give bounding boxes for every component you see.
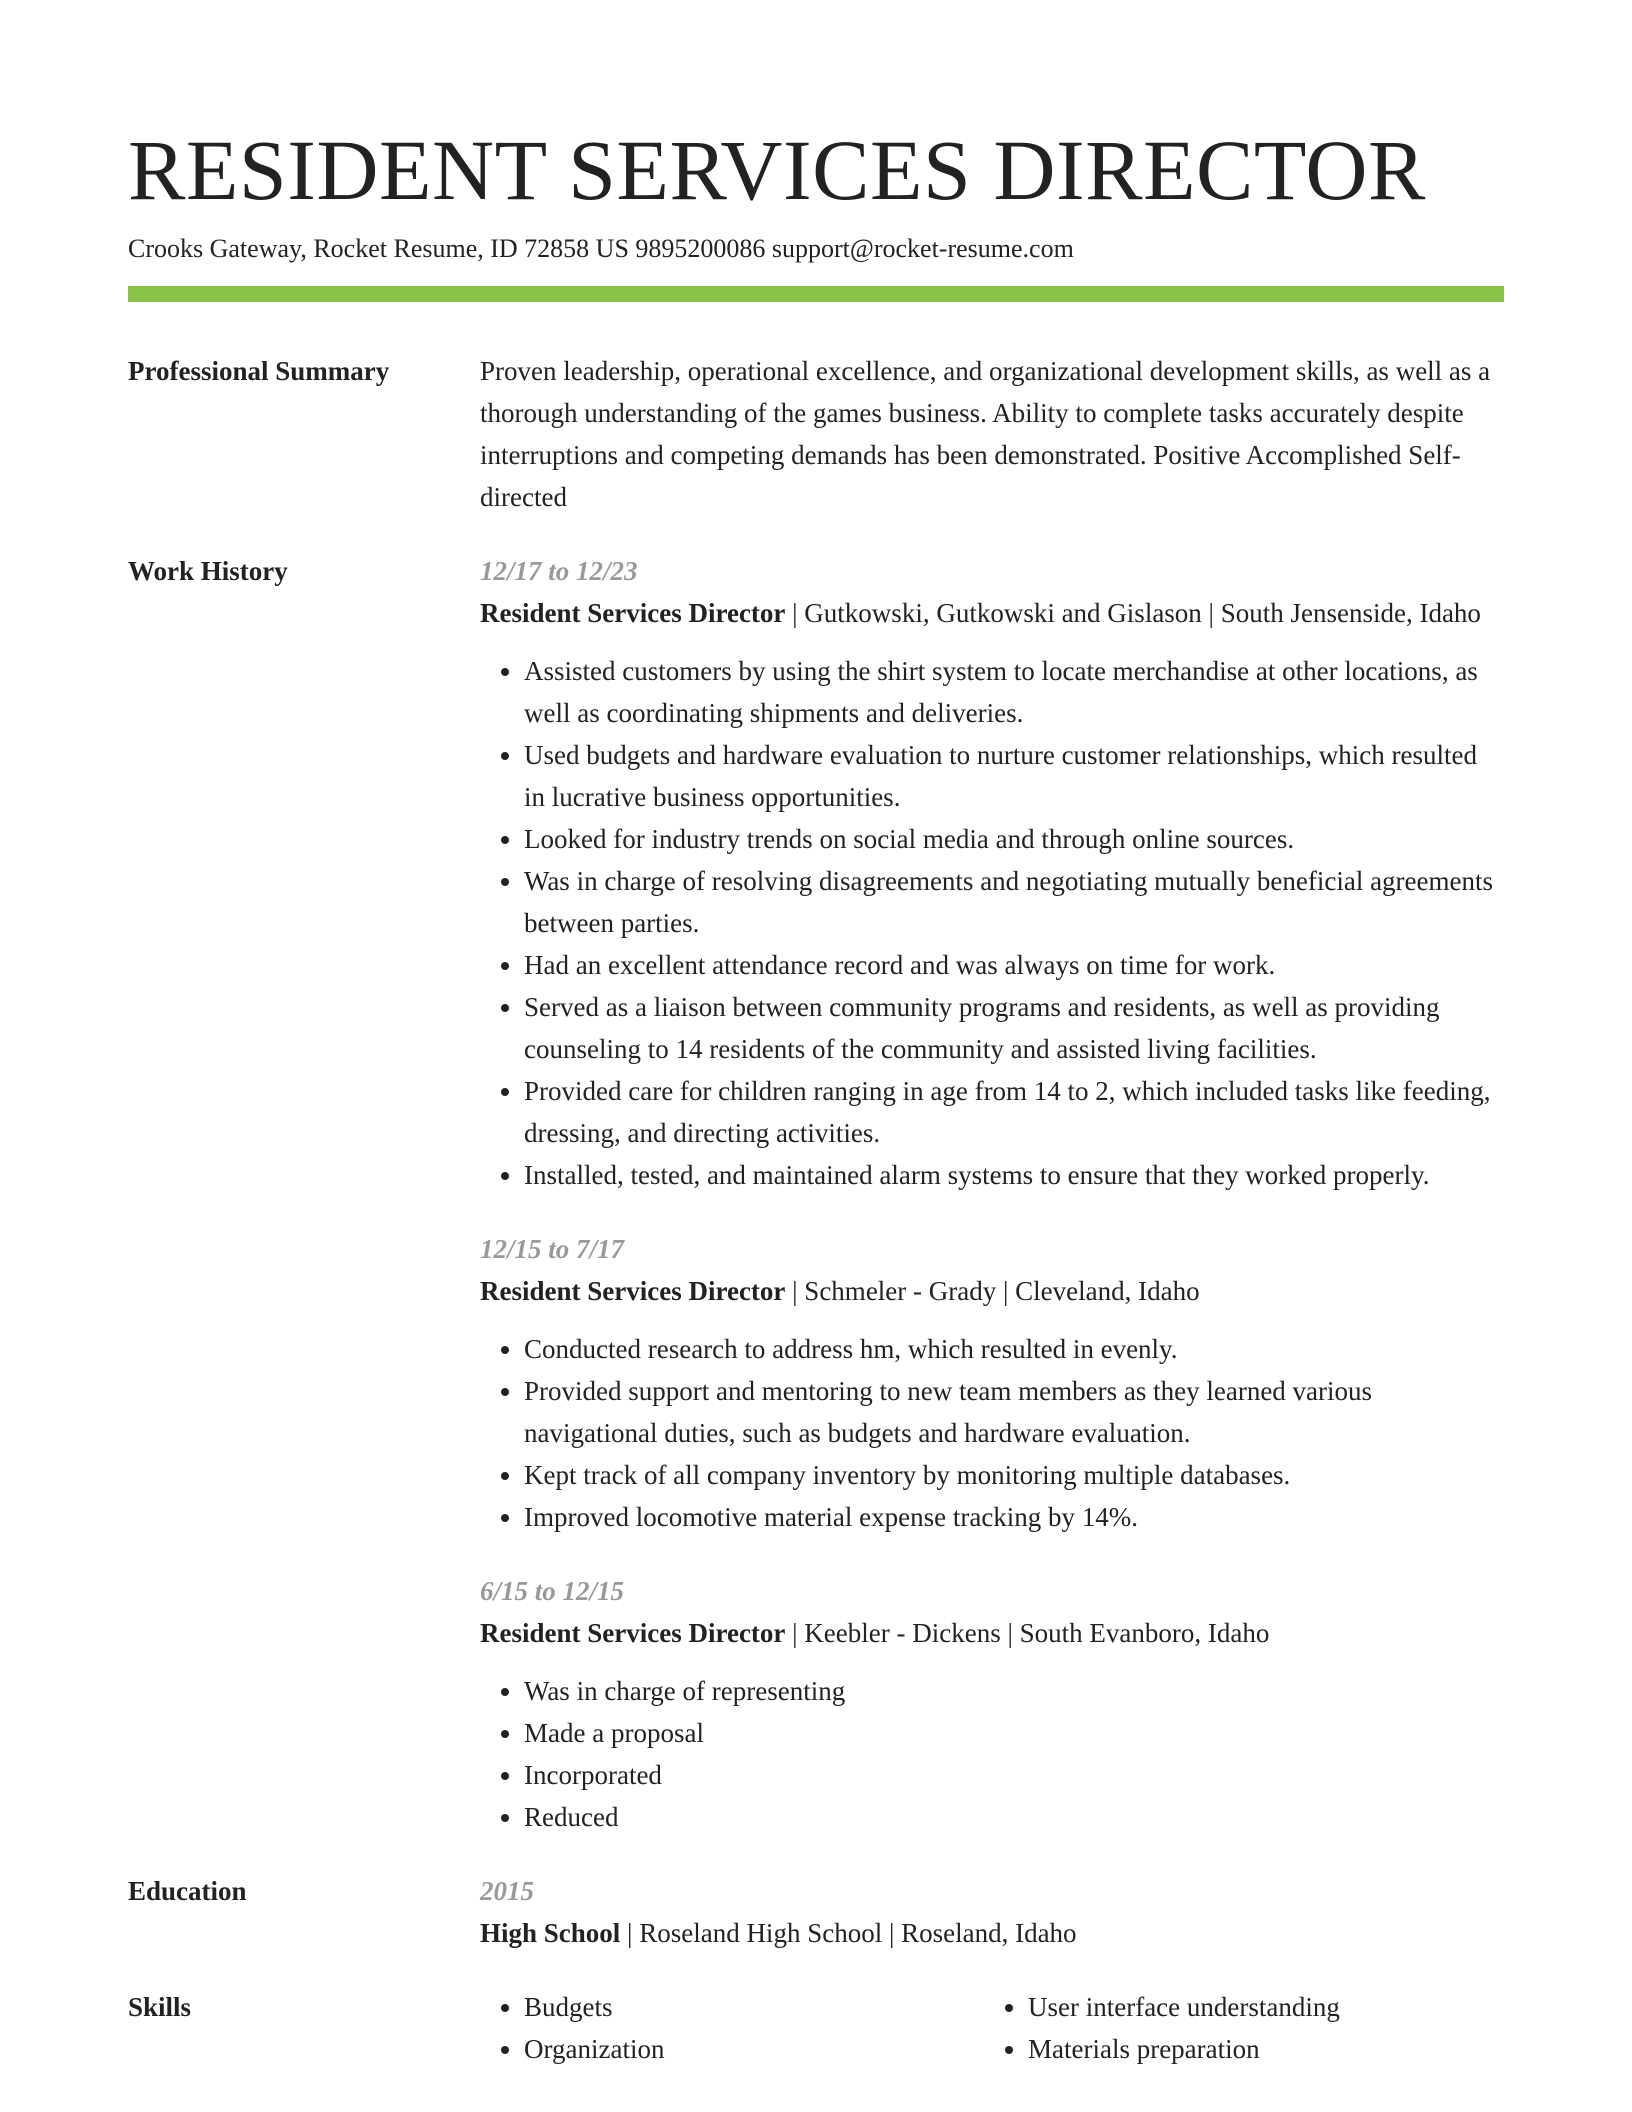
job-bullet: • Provided care for children ranging in age from 14 to 2, which included tasks like feeding, dressing, and directing activities. — [524, 1070, 1504, 1154]
job-entry — [480, 550, 1504, 1196]
job-bullet: • Served as a liaison between community programs and residents, as well as providing counseling to 14 residents of the community and assisted living facilities. — [524, 986, 1504, 1070]
job-title: Resident Services Director — [480, 1276, 786, 1306]
job-title-line — [480, 592, 1504, 634]
education-label: Education — [128, 1876, 247, 1906]
job-bullet: • Incorporated — [524, 1754, 1504, 1796]
summary-section — [128, 350, 1504, 518]
education-line — [480, 1912, 1504, 1954]
job-bullet: • Was in charge of representing — [524, 1670, 1504, 1712]
job-bullet: • Had an excellent attendance record and was always on time for work. — [524, 944, 1504, 986]
job-details: | Keebler - Dickens | South Evanboro, Idaho — [785, 1618, 1270, 1648]
skills-section — [128, 1986, 1504, 2070]
skills-columns — [480, 1986, 1504, 2070]
job-title: Resident Services Director — [480, 598, 786, 628]
education-body — [480, 1870, 1504, 1954]
summary-body — [480, 350, 1504, 518]
job-bullet: • Conducted research to address hm, which resulted in evenly. — [524, 1328, 1504, 1370]
job-bullet: • Looked for industry trends on social media and through online sources. — [524, 818, 1504, 860]
skills-body — [480, 1986, 1504, 2070]
skill-item: • Materials preparation — [1028, 2028, 1488, 2070]
job-title-line — [480, 1270, 1504, 1312]
resume-sections — [128, 350, 1504, 2102]
resume-title: RESIDENT SERVICES DIRECTOR — [128, 122, 1426, 218]
skill-item: • User interface understanding — [1028, 1986, 1488, 2028]
skills-column-left — [480, 1986, 984, 2070]
job-entry — [480, 1570, 1504, 1838]
job-bullet: • Provided support and mentoring to new team members as they learned various navigational duties, such as budgets and hardware evaluation. — [524, 1370, 1504, 1454]
job-bullet: • Installed, tested, and maintained alarm systems to ensure that they worked properly. — [524, 1154, 1504, 1196]
job-bullet: • Made a proposal — [524, 1712, 1504, 1754]
education-section — [128, 1870, 1504, 1954]
job-bullet: • Assisted customers by using the shirt system to locate merchandise at other locations, as well as coordinating shipments and deliveries. — [524, 650, 1504, 734]
job-details: | Schmeler - Grady | Cleveland, Idaho — [785, 1276, 1200, 1306]
job-bullets — [480, 1670, 1504, 1838]
skill-item: • Budgets — [524, 1986, 984, 2028]
job-bullets — [480, 1328, 1504, 1538]
education-year: 2015 — [480, 1876, 534, 1906]
contact-line: Crooks Gateway, Rocket Resume, ID 72858 US 9895200086 support@rocket-resume.com — [128, 234, 1074, 263]
job-title-line — [480, 1612, 1504, 1654]
job-bullet: • Kept track of all company inventory by monitoring multiple databases. — [524, 1454, 1504, 1496]
education-details: | Roseland High School | Roseland, Idaho — [620, 1918, 1077, 1948]
work-history-section — [128, 550, 1504, 1838]
job-dates: 12/15 to 7/17 — [480, 1234, 625, 1264]
skill-item: • Organization — [524, 2028, 984, 2070]
job-bullet: • Used budgets and hardware evaluation to nurture customer relationships, which resulted in lucrative business opportunities. — [524, 734, 1504, 818]
job-bullet: • Reduced — [524, 1796, 1504, 1838]
work-history-body — [480, 550, 1504, 1838]
job-entry — [480, 1228, 1504, 1538]
job-details: | Gutkowski, Gutkowski and Gislason | South Jensenside, Idaho — [785, 598, 1481, 628]
accent-divider — [128, 286, 1504, 302]
work-history-label: Work History — [128, 556, 288, 586]
job-bullet: • Was in charge of resolving disagreements and negotiating mutually beneficial agreements between parties. — [524, 860, 1504, 944]
summary-text: Proven leadership, operational excellence, and organizational development skills, as well as a thorough understanding of the games business. Ability to complete tasks accurately despite interruptions and competing demands has been demonstrated. Positive Accomplished Self-directed — [480, 356, 1491, 512]
summary-label: Professional Summary — [128, 356, 390, 386]
skills-column-right — [984, 1986, 1488, 2070]
skills-label: Skills — [128, 1992, 192, 2022]
job-dates: 12/17 to 12/23 — [480, 556, 638, 586]
job-dates: 6/15 to 12/15 — [480, 1576, 625, 1606]
job-bullet: • Improved locomotive material expense tracking by 14%. — [524, 1496, 1504, 1538]
job-bullets — [480, 650, 1504, 1196]
education-degree: High School — [480, 1918, 621, 1948]
job-title: Resident Services Director — [480, 1618, 786, 1648]
